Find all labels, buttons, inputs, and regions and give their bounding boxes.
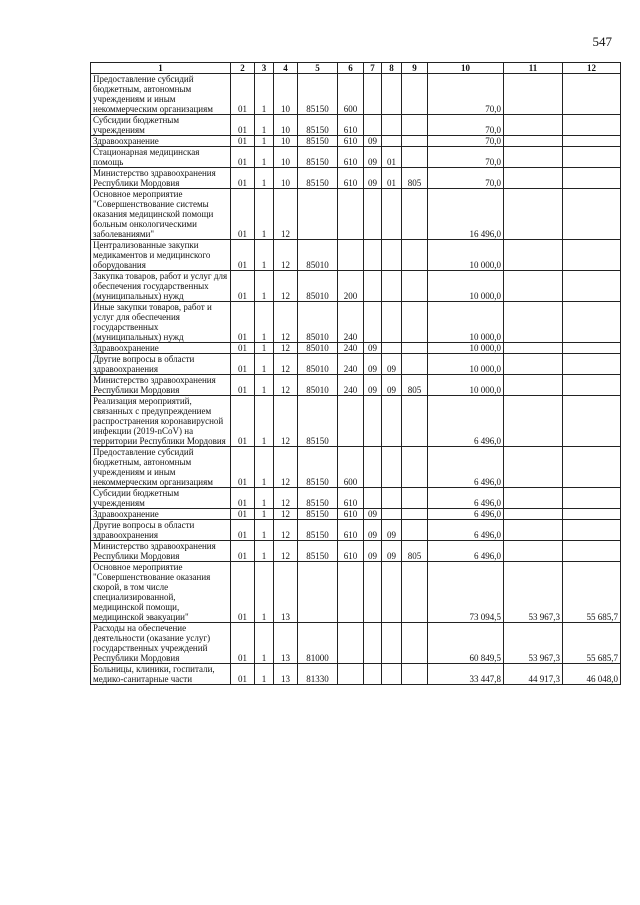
cell-col-8: 09 [382,375,402,396]
column-header-11: 11 [504,63,563,74]
cell-col-2: 01 [231,664,255,685]
cell-col-5: 85150 [298,168,338,189]
cell-col-5: 85010 [298,271,338,302]
cell-col-11 [504,115,563,136]
cell-col-10: 10 000,0 [428,343,504,354]
cell-col-4: 12 [274,302,298,343]
table-row [91,447,621,488]
cell-col-12 [563,136,621,147]
cell-col-3: 1 [255,147,274,168]
cell-col-12 [563,488,621,509]
cell-col-9 [402,664,428,685]
cell-col-4: 12 [274,343,298,354]
cell-col-7 [364,271,382,302]
cell-col-2: 01 [231,74,255,115]
cell-col-3: 1 [255,354,274,375]
cell-col-12 [563,271,621,302]
cell-col-8: 01 [382,147,402,168]
cell-col-7 [364,664,382,685]
row-name: Больницы, клиники, госпитали, медико-санитарные части [91,664,231,685]
cell-col-4: 10 [274,168,298,189]
cell-col-5: 85150 [298,147,338,168]
cell-col-3: 1 [255,302,274,343]
cell-col-6: 240 [338,354,364,375]
cell-col-6 [338,623,364,664]
row-name: Предоставление субсидий бюджетным, автономным учреждениям и иным некоммерческим организациям [91,447,231,488]
cell-col-10: 70,0 [428,115,504,136]
cell-col-10: 70,0 [428,74,504,115]
cell-col-3: 1 [255,447,274,488]
cell-col-2: 01 [231,189,255,240]
cell-col-2: 01 [231,147,255,168]
cell-col-12 [563,520,621,541]
cell-col-2: 01 [231,541,255,562]
cell-col-4: 10 [274,136,298,147]
cell-col-8 [382,302,402,343]
row-name: Предоставление субсидий бюджетным, автономным учреждениям и иным некоммерческим организациям [91,74,231,115]
cell-col-3: 1 [255,189,274,240]
cell-col-5: 85150 [298,509,338,520]
cell-col-10: 10 000,0 [428,302,504,343]
cell-col-2: 01 [231,623,255,664]
cell-col-8: 01 [382,168,402,189]
cell-col-8 [382,240,402,271]
row-name: Здравоохранение [91,136,231,147]
cell-col-11 [504,136,563,147]
cell-col-8 [382,623,402,664]
cell-col-5: 85010 [298,302,338,343]
cell-col-4: 12 [274,189,298,240]
cell-col-5: 85010 [298,375,338,396]
cell-col-2: 01 [231,396,255,447]
cell-col-11 [504,354,563,375]
cell-col-11: 44 917,3 [504,664,563,685]
cell-col-5: 85010 [298,343,338,354]
column-header-4: 4 [274,63,298,74]
table-row [91,136,621,147]
table-row [91,623,621,664]
cell-col-7: 09 [364,509,382,520]
cell-col-7 [364,562,382,623]
cell-col-9 [402,396,428,447]
cell-col-11 [504,509,563,520]
cell-col-10: 70,0 [428,136,504,147]
cell-col-11 [504,271,563,302]
cell-col-3: 1 [255,509,274,520]
cell-col-6: 610 [338,136,364,147]
table-row [91,302,621,343]
cell-col-5: 85150 [298,541,338,562]
cell-col-10: 10 000,0 [428,354,504,375]
cell-col-11 [504,396,563,447]
cell-col-3: 1 [255,74,274,115]
cell-col-9 [402,240,428,271]
cell-col-6: 610 [338,115,364,136]
row-name: Субсидии бюджетным учреждениям [91,115,231,136]
cell-col-10: 6 496,0 [428,447,504,488]
cell-col-7 [364,115,382,136]
cell-col-6: 200 [338,271,364,302]
cell-col-4: 13 [274,562,298,623]
table-row [91,74,621,115]
cell-col-10: 70,0 [428,168,504,189]
cell-col-8 [382,74,402,115]
cell-col-12: 55 685,7 [563,562,621,623]
cell-col-11 [504,541,563,562]
cell-col-5 [298,562,338,623]
column-header-9: 9 [402,63,428,74]
page-number: 547 [592,34,612,49]
row-name: Здравоохранение [91,343,231,354]
cell-col-5: 85150 [298,74,338,115]
cell-col-11 [504,375,563,396]
cell-col-6: 610 [338,147,364,168]
cell-col-12 [563,168,621,189]
cell-col-5: 81000 [298,623,338,664]
cell-col-2: 01 [231,447,255,488]
cell-col-6: 240 [338,343,364,354]
table-row [91,147,621,168]
row-name: Министерство здравоохранения Республики Мордовия [91,168,231,189]
column-header-2: 2 [231,63,255,74]
cell-col-7: 09 [364,375,382,396]
row-name: Министерство здравоохранения Республики Мордовия [91,541,231,562]
row-name: Субсидии бюджетным учреждениям [91,488,231,509]
cell-col-9 [402,520,428,541]
cell-col-12 [563,447,621,488]
cell-col-10: 70,0 [428,147,504,168]
cell-col-9: 805 [402,375,428,396]
row-name: Основное мероприятие "Совершенствование оказания скорой, в том числе специализированной, медицинской помощи, медицинской эвакуации" [91,562,231,623]
cell-col-11: 53 967,3 [504,562,563,623]
cell-col-11: 53 967,3 [504,623,563,664]
cell-col-3: 1 [255,520,274,541]
cell-col-7: 09 [364,541,382,562]
cell-col-8 [382,136,402,147]
cell-col-9 [402,488,428,509]
row-name: Расходы на обеспечение деятельности (оказание услуг) государственных учреждений Республики Мордовия [91,623,231,664]
cell-col-5 [298,189,338,240]
cell-col-2: 01 [231,375,255,396]
row-name: Министерство здравоохранения Республики Мордовия [91,375,231,396]
cell-col-6 [338,664,364,685]
cell-col-9 [402,447,428,488]
table-row [91,271,621,302]
column-header-12: 12 [563,63,621,74]
cell-col-7 [364,488,382,509]
table-row [91,488,621,509]
cell-col-3: 1 [255,562,274,623]
cell-col-7 [364,447,382,488]
cell-col-4: 12 [274,509,298,520]
cell-col-12 [563,147,621,168]
cell-col-4: 12 [274,271,298,302]
row-name: Закупка товаров, работ и услуг для обеспечения государственных (муниципальных) нужд [91,271,231,302]
row-name: Другие вопросы в области здравоохранения [91,354,231,375]
cell-col-3: 1 [255,396,274,447]
cell-col-5: 85150 [298,520,338,541]
cell-col-10: 60 849,5 [428,623,504,664]
cell-col-5: 85010 [298,354,338,375]
row-name: Стационарная медицинская помощь [91,147,231,168]
column-header-8: 8 [382,63,402,74]
cell-col-8 [382,189,402,240]
cell-col-2: 01 [231,240,255,271]
cell-col-7 [364,189,382,240]
cell-col-6: 600 [338,74,364,115]
cell-col-6: 610 [338,520,364,541]
cell-col-11 [504,147,563,168]
cell-col-12 [563,240,621,271]
cell-col-8 [382,343,402,354]
cell-col-9: 805 [402,541,428,562]
cell-col-11 [504,189,563,240]
cell-col-10: 16 496,0 [428,189,504,240]
cell-col-9 [402,562,428,623]
header-row [91,63,621,74]
cell-col-3: 1 [255,115,274,136]
table-row [91,520,621,541]
cell-col-3: 1 [255,271,274,302]
cell-col-4: 10 [274,147,298,168]
cell-col-5: 81330 [298,664,338,685]
cell-col-8: 09 [382,541,402,562]
cell-col-8: 09 [382,520,402,541]
cell-col-2: 01 [231,115,255,136]
cell-col-9 [402,271,428,302]
cell-col-10: 10 000,0 [428,375,504,396]
cell-col-6: 240 [338,375,364,396]
cell-col-8 [382,447,402,488]
table-row [91,343,621,354]
row-name: Здравоохранение [91,509,231,520]
cell-col-10: 6 496,0 [428,396,504,447]
cell-col-12 [563,354,621,375]
table-row [91,354,621,375]
cell-col-7 [364,240,382,271]
cell-col-11 [504,74,563,115]
cell-col-8 [382,664,402,685]
cell-col-4: 12 [274,447,298,488]
table-row [91,396,621,447]
cell-col-12 [563,115,621,136]
cell-col-8 [382,115,402,136]
column-header-7: 7 [364,63,382,74]
table-body [91,74,621,685]
cell-col-12 [563,541,621,562]
cell-col-6: 610 [338,541,364,562]
cell-col-5: 85150 [298,136,338,147]
cell-col-6 [338,396,364,447]
row-name: Централизованные закупки медикаментов и медицинского оборудования [91,240,231,271]
table-row [91,115,621,136]
cell-col-12 [563,189,621,240]
cell-col-4: 12 [274,520,298,541]
cell-col-3: 1 [255,664,274,685]
cell-col-11 [504,240,563,271]
cell-col-2: 01 [231,509,255,520]
cell-col-6: 240 [338,302,364,343]
cell-col-7: 09 [364,147,382,168]
cell-col-10: 10 000,0 [428,271,504,302]
cell-col-7: 09 [364,520,382,541]
cell-col-10: 73 094,5 [428,562,504,623]
cell-col-6: 600 [338,447,364,488]
cell-col-4: 12 [274,240,298,271]
cell-col-3: 1 [255,168,274,189]
cell-col-4: 10 [274,115,298,136]
cell-col-7 [364,302,382,343]
cell-col-7: 09 [364,343,382,354]
cell-col-9 [402,189,428,240]
cell-col-5: 85150 [298,447,338,488]
column-header-1: 1 [91,63,231,74]
column-header-3: 3 [255,63,274,74]
cell-col-3: 1 [255,240,274,271]
cell-col-10: 6 496,0 [428,509,504,520]
cell-col-10: 6 496,0 [428,488,504,509]
cell-col-7 [364,396,382,447]
cell-col-2: 01 [231,136,255,147]
cell-col-12: 46 048,0 [563,664,621,685]
cell-col-4: 13 [274,623,298,664]
cell-col-12 [563,302,621,343]
cell-col-4: 12 [274,488,298,509]
cell-col-9 [402,509,428,520]
cell-col-8: 09 [382,354,402,375]
cell-col-12 [563,343,621,354]
cell-col-4: 10 [274,74,298,115]
row-name: Основное мероприятие "Совершенствование системы оказания медицинской помощи больным онкологическими заболеваниями" [91,189,231,240]
cell-col-8 [382,488,402,509]
cell-col-11 [504,343,563,354]
column-header-10: 10 [428,63,504,74]
cell-col-10: 10 000,0 [428,240,504,271]
cell-col-6: 610 [338,168,364,189]
cell-col-9 [402,136,428,147]
table-row [91,240,621,271]
cell-col-12: 55 685,7 [563,623,621,664]
cell-col-5: 85150 [298,115,338,136]
cell-col-4: 12 [274,396,298,447]
table-row [91,168,621,189]
cell-col-11 [504,447,563,488]
cell-col-8 [382,271,402,302]
column-header-6: 6 [338,63,364,74]
cell-col-4: 12 [274,375,298,396]
cell-col-9 [402,302,428,343]
cell-col-2: 01 [231,520,255,541]
row-name: Другие вопросы в области здравоохранения [91,520,231,541]
cell-col-9 [402,354,428,375]
cell-col-9 [402,147,428,168]
row-name: Иные закупки товаров, работ и услуг для обеспечения государственных (муниципальных) нужд [91,302,231,343]
cell-col-9 [402,74,428,115]
cell-col-3: 1 [255,488,274,509]
cell-col-8 [382,509,402,520]
budget-table [90,62,621,685]
cell-col-12 [563,74,621,115]
cell-col-2: 01 [231,271,255,302]
cell-col-6: 610 [338,509,364,520]
cell-col-10: 6 496,0 [428,541,504,562]
cell-col-2: 01 [231,354,255,375]
cell-col-2: 01 [231,562,255,623]
cell-col-6 [338,562,364,623]
cell-col-11 [504,302,563,343]
cell-col-4: 12 [274,541,298,562]
table-row [91,189,621,240]
cell-col-4: 12 [274,354,298,375]
cell-col-3: 1 [255,136,274,147]
cell-col-6 [338,240,364,271]
cell-col-6 [338,189,364,240]
cell-col-2: 01 [231,488,255,509]
cell-col-9 [402,343,428,354]
cell-col-7: 09 [364,136,382,147]
cell-col-9: 805 [402,168,428,189]
cell-col-7: 09 [364,354,382,375]
cell-col-10: 33 447,8 [428,664,504,685]
table-row [91,541,621,562]
cell-col-12 [563,396,621,447]
cell-col-4: 13 [274,664,298,685]
cell-col-6: 610 [338,488,364,509]
cell-col-12 [563,509,621,520]
cell-col-3: 1 [255,623,274,664]
cell-col-2: 01 [231,343,255,354]
cell-col-8 [382,562,402,623]
table-row [91,509,621,520]
table-row [91,562,621,623]
table-row [91,664,621,685]
cell-col-7: 09 [364,168,382,189]
cell-col-12 [563,375,621,396]
cell-col-5: 85150 [298,396,338,447]
cell-col-11 [504,488,563,509]
cell-col-3: 1 [255,375,274,396]
column-header-5: 5 [298,63,338,74]
cell-col-11 [504,520,563,541]
cell-col-7 [364,74,382,115]
cell-col-9 [402,115,428,136]
cell-col-10: 6 496,0 [428,520,504,541]
cell-col-5: 85010 [298,240,338,271]
row-name: Реализация мероприятий, связанных с предупреждением распространения коронавирусной инфекции (2019-nCoV) на территории Республики Мордовия [91,396,231,447]
table-row [91,375,621,396]
cell-col-5: 85150 [298,488,338,509]
cell-col-3: 1 [255,541,274,562]
cell-col-2: 01 [231,302,255,343]
cell-col-2: 01 [231,168,255,189]
cell-col-7 [364,623,382,664]
cell-col-8 [382,396,402,447]
cell-col-11 [504,168,563,189]
cell-col-9 [402,623,428,664]
cell-col-3: 1 [255,343,274,354]
